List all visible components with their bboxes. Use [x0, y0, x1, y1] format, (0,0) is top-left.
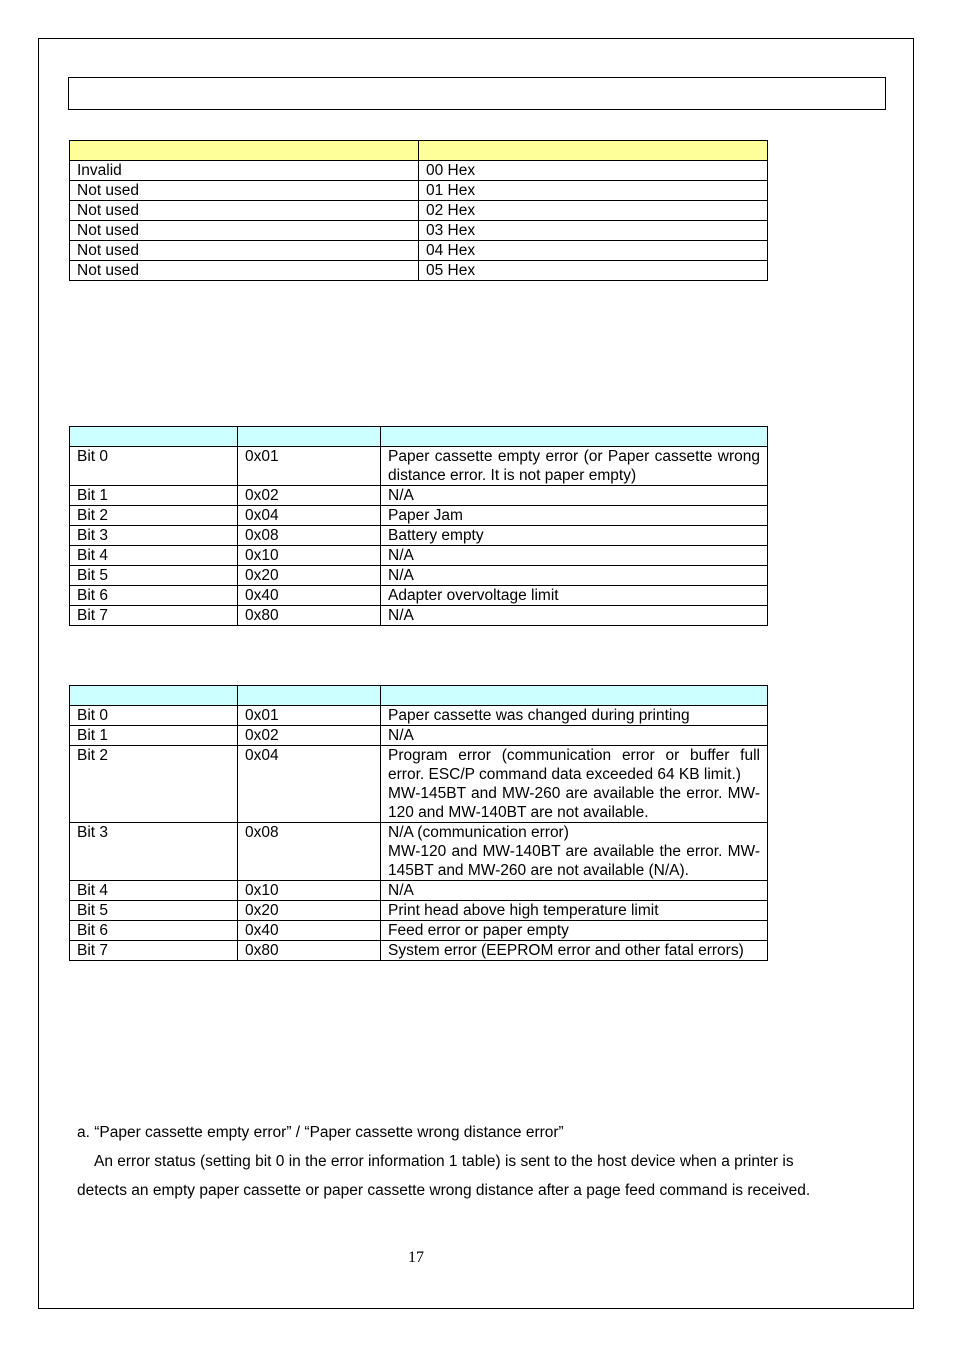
status-name-cell: Not used: [70, 221, 419, 241]
status-name-cell: Not used: [70, 201, 419, 221]
error-info-2-table: [69, 685, 768, 961]
value-cell: 0x40: [238, 921, 381, 941]
bit-cell: Bit 1: [70, 486, 238, 506]
value-cell: 0x04: [238, 746, 381, 823]
description-line: MW-145BT and MW-260 are available the error. MW-120 and MW-140BT are not available.: [388, 785, 760, 821]
table-row: [70, 447, 768, 486]
description-cell: [381, 726, 768, 746]
error-info-2-header: [70, 686, 768, 706]
bit-cell: Bit 4: [70, 546, 238, 566]
status-name-cell: Not used: [70, 261, 419, 281]
table-row: [70, 726, 768, 746]
bit-cell: Bit 3: [70, 526, 238, 546]
table-row: [70, 823, 768, 881]
value-cell: 0x01: [238, 447, 381, 486]
bit-cell: Bit 4: [70, 881, 238, 901]
table-row: [70, 221, 768, 241]
description-cell: [381, 566, 768, 586]
code-table: [69, 140, 768, 281]
bit-cell: Bit 2: [70, 746, 238, 823]
bit-cell: Bit 2: [70, 506, 238, 526]
description-line: Print head above high temperature limit: [388, 902, 659, 919]
value-cell: 0x80: [238, 941, 381, 961]
value-cell: 0x08: [238, 823, 381, 881]
table-row: [70, 201, 768, 221]
description-line: Feed error or paper empty: [388, 922, 569, 939]
hex-code-cell: 02 Hex: [419, 201, 768, 221]
bit-cell: Bit 1: [70, 726, 238, 746]
description-line: N/A: [388, 567, 414, 584]
description-line: N/A: [388, 607, 414, 624]
bit-cell: Bit 7: [70, 606, 238, 626]
value-cell: 0x40: [238, 586, 381, 606]
description-line: N/A: [388, 727, 414, 744]
description-cell: [381, 706, 768, 726]
bit-cell: Bit 5: [70, 566, 238, 586]
description-cell: [381, 447, 768, 486]
description-line: Paper cassette was changed during printing: [388, 707, 690, 724]
note-line-1: An error status (setting bit 0 in the error information 1 table) is sent to the host device when a printer is: [94, 1153, 794, 1170]
bit-cell: Bit 7: [70, 941, 238, 961]
description-cell: [381, 941, 768, 961]
hex-code-cell: 05 Hex: [419, 261, 768, 281]
note-heading: a. “Paper cassette empty error” / “Paper cassette wrong distance error”: [77, 1124, 564, 1141]
description-cell: [381, 901, 768, 921]
table-row: [70, 881, 768, 901]
description-line: Paper cassette empty error (or Paper cassette wrong distance error. It is not paper empty): [388, 448, 760, 484]
description-line: N/A (communication error): [388, 824, 569, 841]
table-row: [70, 606, 768, 626]
table-row: [70, 941, 768, 961]
description-line: Paper Jam: [388, 507, 463, 524]
table-row: [70, 546, 768, 566]
status-name-cell: Invalid: [70, 161, 419, 181]
table-row: [70, 921, 768, 941]
bit-cell: Bit 0: [70, 706, 238, 726]
table-row: [70, 241, 768, 261]
description-cell: [381, 606, 768, 626]
title-box: [68, 77, 886, 110]
table-row: [70, 506, 768, 526]
description-cell: [381, 486, 768, 506]
page-number: 17: [408, 1249, 424, 1266]
value-cell: 0x02: [238, 726, 381, 746]
bit-cell: Bit 6: [70, 921, 238, 941]
description-line: N/A: [388, 882, 414, 899]
bit-cell: Bit 6: [70, 586, 238, 606]
value-cell: 0x08: [238, 526, 381, 546]
description-line: MW-120 and MW-140BT are available the error. MW-145BT and MW-260 are not available (N/A).: [388, 843, 760, 879]
description-cell: [381, 506, 768, 526]
table-row: [70, 261, 768, 281]
description-line: System error (EEPROM error and other fatal errors): [388, 942, 744, 959]
description-cell: [381, 546, 768, 566]
value-cell: 0x02: [238, 486, 381, 506]
description-cell: [381, 746, 768, 823]
status-name-cell: Not used: [70, 241, 419, 261]
bit-cell: Bit 0: [70, 447, 238, 486]
table-row: [70, 181, 768, 201]
bit-cell: Bit 5: [70, 901, 238, 921]
table-row: [70, 526, 768, 546]
description-line: N/A: [388, 547, 414, 564]
description-line: Battery empty: [388, 527, 484, 544]
value-cell: 0x10: [238, 881, 381, 901]
description-line: Program error (communication error or buffer full error. ESC/P command data exceeded 64 KB limit.): [388, 747, 760, 783]
value-cell: 0x10: [238, 546, 381, 566]
table-row: [70, 566, 768, 586]
table-row: [70, 901, 768, 921]
bit-cell: Bit 3: [70, 823, 238, 881]
error-info-1-table: [69, 426, 768, 626]
value-cell: 0x20: [238, 901, 381, 921]
description-cell: [381, 881, 768, 901]
table-row: [70, 706, 768, 726]
value-cell: 0x80: [238, 606, 381, 626]
code-table-header: [70, 141, 768, 161]
description-cell: [381, 586, 768, 606]
table-row: [70, 486, 768, 506]
description-cell: [381, 921, 768, 941]
description-line: Adapter overvoltage limit: [388, 587, 559, 604]
value-cell: 0x04: [238, 506, 381, 526]
hex-code-cell: 04 Hex: [419, 241, 768, 261]
error-info-1-header: [70, 427, 768, 447]
table-row: [70, 746, 768, 823]
hex-code-cell: 00 Hex: [419, 161, 768, 181]
value-cell: 0x20: [238, 566, 381, 586]
table-row: [70, 161, 768, 181]
description-cell: [381, 526, 768, 546]
table-row: [70, 586, 768, 606]
status-name-cell: Not used: [70, 181, 419, 201]
hex-code-cell: 03 Hex: [419, 221, 768, 241]
description-cell: [381, 823, 768, 881]
value-cell: 0x01: [238, 706, 381, 726]
description-line: N/A: [388, 487, 414, 504]
note-line-2: detects an empty paper cassette or paper cassette wrong distance after a page feed command is received.: [77, 1182, 811, 1199]
hex-code-cell: 01 Hex: [419, 181, 768, 201]
